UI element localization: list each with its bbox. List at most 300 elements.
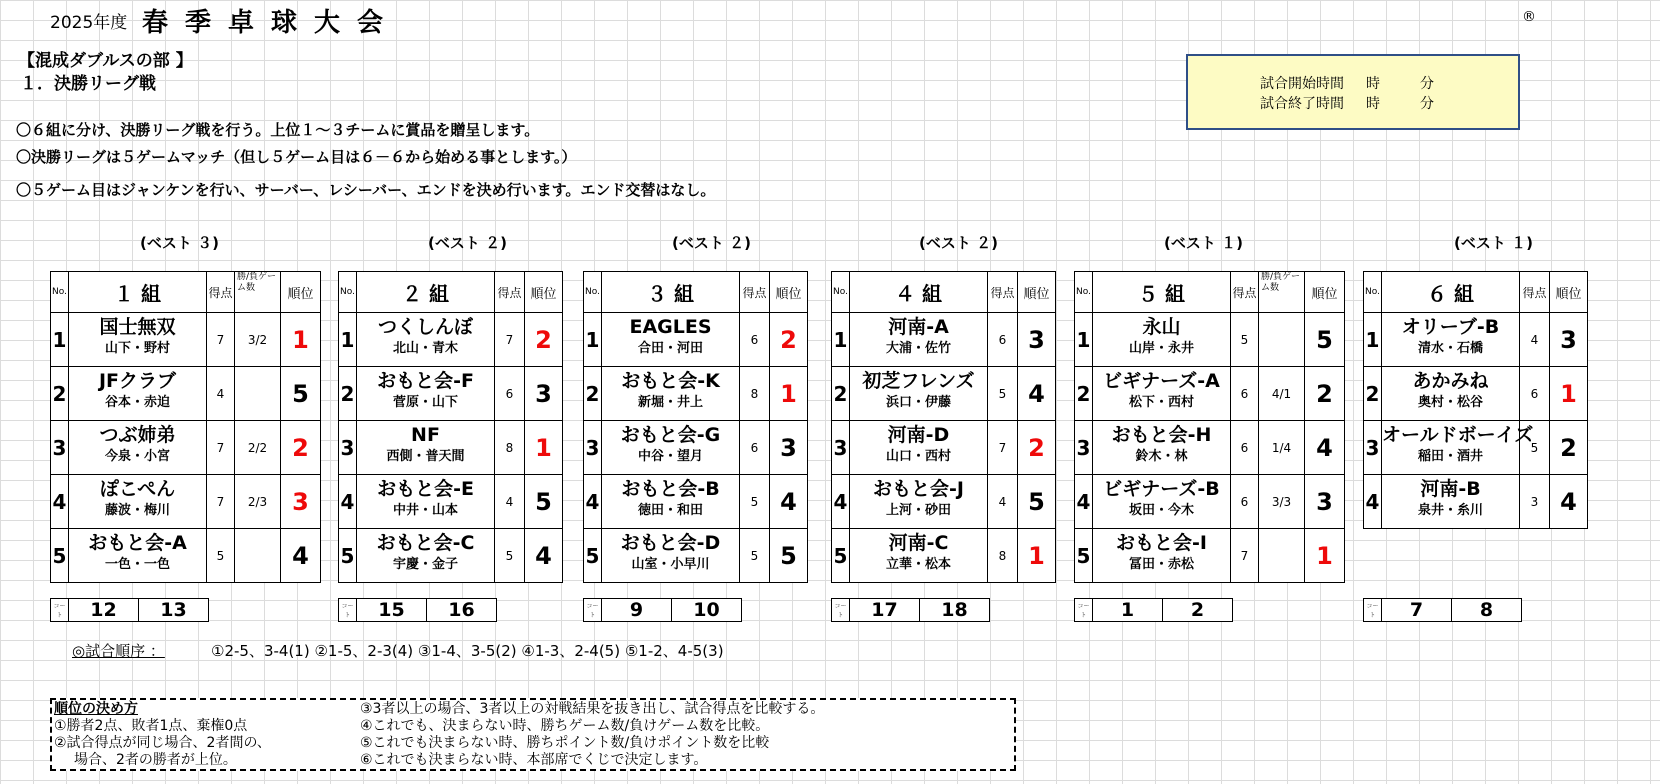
team-cell: [1093, 421, 1231, 475]
team-number: 2: [1364, 367, 1382, 421]
team-games: [235, 367, 281, 421]
team-score: 4: [495, 475, 525, 529]
team-row: [339, 529, 563, 583]
team-name: おもと会-H: [1111, 424, 1212, 446]
team-players: 松下・西村: [1128, 395, 1194, 410]
team-name: ビギナーズ-B: [1103, 478, 1220, 500]
team-score: 5: [1231, 313, 1259, 367]
rules-title: 順位の決め方: [54, 701, 138, 717]
team-rank: 3: [281, 475, 321, 529]
team-players: 中井・山本: [392, 503, 458, 518]
team-cell: [357, 313, 495, 367]
team-number: 4: [51, 475, 69, 529]
team-rank: 2: [1550, 421, 1588, 475]
court-label: コート: [584, 599, 602, 622]
team-name: あかみね: [1412, 370, 1489, 392]
team-players: 泉井・糸川: [1417, 503, 1483, 518]
rank-header: 順位: [1018, 272, 1056, 313]
court-label: コート: [51, 599, 69, 622]
team-number: 3: [339, 421, 357, 475]
team-cell: [1093, 367, 1231, 421]
start-hour-unit: 時: [1366, 76, 1380, 92]
group-header-row: [1075, 272, 1345, 313]
team-score: 5: [740, 475, 770, 529]
team-players: 宇慶・金子: [392, 557, 458, 572]
court-label: コート: [832, 599, 850, 622]
group-1-table: [50, 271, 321, 583]
court-row: [584, 599, 742, 622]
group-5-table: [1074, 271, 1345, 583]
team-name: 河南-C: [888, 532, 949, 554]
team-number: 3: [832, 421, 850, 475]
team-row: [1364, 421, 1588, 475]
start-minute-unit: 分: [1420, 76, 1434, 92]
team-rank: 3: [1550, 313, 1588, 367]
match-order-label: ◎試合順序 ：: [72, 642, 165, 660]
team-name: おもと会-G: [620, 424, 721, 446]
group-2-courts: [338, 598, 497, 622]
team-players: 一色・一色: [104, 557, 170, 572]
team-name: おもと会-D: [620, 532, 721, 554]
team-name: ビギナーズ-A: [1103, 370, 1220, 392]
team-cell: [69, 313, 207, 367]
group-header-row: [339, 272, 563, 313]
rule-right-3: ⑤これでも決まらない時、勝ちポイント数/負けポイント数を比較: [360, 735, 770, 751]
team-score: 8: [988, 529, 1018, 583]
team-score: 5: [207, 529, 235, 583]
team-players: 今泉・小宮: [104, 449, 170, 464]
court-label: コート: [339, 599, 357, 622]
team-cell: [602, 529, 740, 583]
team-cell: [1093, 475, 1231, 529]
team-number: 2: [832, 367, 850, 421]
team-name: つぶ姉弟: [99, 424, 176, 446]
team-rank: 5: [1305, 313, 1345, 367]
rank-header: 順位: [281, 272, 321, 313]
end-minute-unit: 分: [1420, 96, 1434, 112]
team-players: 冨田・赤松: [1128, 557, 1194, 572]
team-rank: 5: [770, 529, 808, 583]
note-3: 〇５ゲーム目はジャンケンを行い、サーバー、レシーバー、エンドを決め行います。エンド交替はなし。: [16, 181, 716, 199]
no-header: No.: [1075, 272, 1093, 313]
team-row: [832, 313, 1056, 367]
team-number: 1: [584, 313, 602, 367]
team-rank: 1: [525, 421, 563, 475]
group-3-best-label: (ベスト ２): [672, 234, 751, 252]
team-row: [1075, 475, 1345, 529]
team-score: 7: [207, 313, 235, 367]
no-header: No.: [832, 272, 850, 313]
team-row: [1364, 367, 1588, 421]
registered-mark: ®: [1522, 9, 1536, 25]
team-score: 6: [495, 367, 525, 421]
team-name: オールドボーイズ: [1382, 424, 1534, 446]
team-name: おもと会-K: [621, 370, 720, 392]
team-score: 4: [1520, 313, 1550, 367]
division-heading: 【混成ダブルスの部 】: [18, 51, 193, 71]
note-1: 〇６組に分け、決勝リーグ戦を行う。上位１～３チームに賞品を贈呈します。: [16, 121, 540, 139]
team-cell: [602, 313, 740, 367]
team-cell: [1382, 421, 1534, 475]
start-time-label: 試合開始時間: [1260, 76, 1344, 92]
court-number: 2: [1163, 599, 1233, 622]
team-number: 1: [832, 313, 850, 367]
court-number: 17: [850, 599, 920, 622]
team-players: 坂田・今木: [1128, 503, 1194, 518]
team-cell: [850, 529, 988, 583]
court-row: [1075, 599, 1233, 622]
rank-header: 順位: [1550, 272, 1588, 313]
court-number: 8: [1452, 599, 1522, 622]
group-5-courts: [1074, 598, 1233, 622]
court-number: 10: [672, 599, 742, 622]
team-name: 永山: [1142, 316, 1181, 338]
court-row: [51, 599, 209, 622]
final-league-heading: １．決勝リーグ戦: [20, 74, 156, 94]
team-row: [51, 367, 321, 421]
team-name: 河南-B: [1420, 478, 1481, 500]
court-number: 13: [139, 599, 209, 622]
team-row: [51, 313, 321, 367]
team-games: 3/3: [1259, 475, 1305, 529]
group-6-table: [1363, 271, 1588, 529]
team-cell: [1382, 313, 1520, 367]
games-header: 勝/負ゲーム数: [235, 272, 281, 313]
rule-right-2: ④これでも、決まらない時、勝ちゲーム数/負けゲーム数を比較。: [360, 718, 770, 734]
team-players: 山岸・永井: [1128, 341, 1194, 356]
team-players: 山室・小早川: [631, 557, 710, 572]
team-cell: [1382, 475, 1520, 529]
team-row: [339, 313, 563, 367]
team-players: 清水・石橋: [1417, 341, 1483, 356]
team-rank: 2: [1305, 367, 1345, 421]
team-row: [584, 313, 808, 367]
team-name: ぽこぺん: [99, 478, 176, 500]
team-row: [1364, 475, 1588, 529]
team-number: 2: [51, 367, 69, 421]
team-cell: [357, 475, 495, 529]
team-players: 稲田・酒井: [1417, 449, 1483, 464]
team-players: 大浦・佐竹: [885, 341, 951, 356]
rule-left-2: ②試合得点が同じ場合、2者間の、: [54, 735, 271, 751]
team-cell: [357, 421, 495, 475]
team-row: [832, 529, 1056, 583]
team-cell: [1382, 367, 1520, 421]
note-2: 〇決勝リーグは５ゲームマッチ（但し５ゲーム目は６－６から始める事とします。）: [16, 148, 577, 166]
score-header: 得点: [207, 272, 235, 313]
team-number: 5: [832, 529, 850, 583]
score-header: 得点: [1231, 272, 1259, 313]
team-cell: [69, 421, 207, 475]
team-players: 山口・西村: [885, 449, 951, 464]
team-players: 中谷・望月: [637, 449, 703, 464]
team-number: 2: [584, 367, 602, 421]
team-number: 3: [584, 421, 602, 475]
team-cell: [69, 367, 207, 421]
team-games: [235, 529, 281, 583]
court-number: 16: [427, 599, 497, 622]
team-number: 1: [51, 313, 69, 367]
team-score: 6: [1231, 475, 1259, 529]
team-rank: 4: [281, 529, 321, 583]
no-header: No.: [339, 272, 357, 313]
team-row: [1075, 313, 1345, 367]
team-players: 藤波・梅川: [104, 503, 170, 518]
court-number: 15: [357, 599, 427, 622]
team-row: [584, 421, 808, 475]
end-time-label: 試合終了時間: [1260, 96, 1344, 112]
group-name: ５ 組: [1093, 272, 1231, 313]
group-name: １ 組: [69, 272, 207, 313]
team-score: 6: [1231, 367, 1259, 421]
team-number: 1: [339, 313, 357, 367]
team-name: 河南-A: [888, 316, 949, 338]
team-row: [584, 367, 808, 421]
score-header: 得点: [988, 272, 1018, 313]
team-rank: 1: [1305, 529, 1345, 583]
court-number: 12: [69, 599, 139, 622]
team-name: 国士無双: [99, 316, 176, 338]
team-rank: 4: [1305, 421, 1345, 475]
team-players: 西側・普天間: [386, 449, 465, 464]
page-title: 春季卓球大会: [142, 8, 401, 38]
group-2-best-label: (ベスト ２): [428, 234, 507, 252]
team-cell: [850, 367, 988, 421]
team-score: 7: [1231, 529, 1259, 583]
team-cell: [602, 367, 740, 421]
team-name: 初芝フレンズ: [862, 370, 975, 392]
team-cell: [850, 313, 988, 367]
team-row: [1075, 529, 1345, 583]
team-rank: 2: [281, 421, 321, 475]
team-games: 4/1: [1259, 367, 1305, 421]
team-name: おもと会-J: [873, 478, 964, 500]
team-score: 5: [495, 529, 525, 583]
team-number: 5: [1075, 529, 1093, 583]
team-cell: [1093, 313, 1231, 367]
team-row: [339, 421, 563, 475]
team-rank: 1: [1550, 367, 1588, 421]
team-number: 5: [339, 529, 357, 583]
group-6-best-label: (ベスト １): [1454, 234, 1533, 252]
score-header: 得点: [1520, 272, 1550, 313]
group-4-best-label: (ベスト ２): [919, 234, 998, 252]
end-time-row: [1260, 93, 1434, 113]
team-rank: 2: [1018, 421, 1056, 475]
team-players: 新堀・井上: [637, 395, 703, 410]
team-score: 6: [740, 421, 770, 475]
team-number: 1: [1075, 313, 1093, 367]
court-number: 7: [1382, 599, 1452, 622]
team-rank: 4: [770, 475, 808, 529]
team-players: 奥村・松谷: [1417, 395, 1483, 410]
team-name: おもと会-C: [376, 532, 475, 554]
team-score: 7: [207, 475, 235, 529]
team-rank: 3: [525, 367, 563, 421]
team-number: 3: [1364, 421, 1382, 475]
team-number: 2: [1075, 367, 1093, 421]
games-header: 勝/負ゲーム数: [1259, 272, 1305, 313]
team-score: 8: [740, 367, 770, 421]
rule-left-3: 場合、2者の勝者が上位。: [74, 752, 237, 768]
team-name: NF: [411, 424, 440, 446]
team-score: 4: [207, 367, 235, 421]
group-name: ３ 組: [602, 272, 740, 313]
match-time-box: [1186, 54, 1520, 130]
team-name: おもと会-I: [1116, 532, 1207, 554]
score-header: 得点: [740, 272, 770, 313]
team-players: 上河・砂田: [885, 503, 951, 518]
team-score: 3: [1520, 475, 1550, 529]
team-score: 6: [988, 313, 1018, 367]
team-score: 7: [207, 421, 235, 475]
team-rank: 4: [525, 529, 563, 583]
team-rank: 3: [770, 421, 808, 475]
team-number: 5: [584, 529, 602, 583]
rank-header: 順位: [1305, 272, 1345, 313]
team-row: [51, 475, 321, 529]
team-rank: 1: [1018, 529, 1056, 583]
team-name: おもと会-B: [621, 478, 720, 500]
team-row: [1075, 367, 1345, 421]
team-number: 2: [339, 367, 357, 421]
team-rank: 1: [770, 367, 808, 421]
match-order-value: ①2-5、3-4(1) ②1-5、2-3(4) ③1-4、3-5(2) ④1-3、2-4(5) ⑤1-2、4-5(3): [211, 642, 724, 660]
team-players: 徳田・和田: [637, 503, 703, 518]
court-label: コート: [1075, 599, 1093, 622]
group-header-row: [1364, 272, 1588, 313]
team-rank: 3: [1305, 475, 1345, 529]
team-games: [1259, 313, 1305, 367]
team-row: [51, 421, 321, 475]
group-5-best-label: (ベスト １): [1164, 234, 1243, 252]
team-rank: 5: [281, 367, 321, 421]
rule-right-1: ③3者以上の場合、3者以上の対戦結果を抜き出し、試合得点を比較する。: [360, 701, 825, 717]
no-header: No.: [51, 272, 69, 313]
team-name: おもと会-E: [377, 478, 474, 500]
no-header: No.: [584, 272, 602, 313]
group-name: ２ 組: [357, 272, 495, 313]
end-hour-unit: 時: [1366, 96, 1380, 112]
team-score: 4: [988, 475, 1018, 529]
team-players: 合田・河田: [637, 341, 703, 356]
group-4-courts: [831, 598, 990, 622]
team-row: [339, 475, 563, 529]
team-players: 山下・野村: [104, 341, 170, 356]
team-players: 浜口・伊藤: [885, 395, 951, 410]
group-3-table: [583, 271, 808, 583]
team-score: 5: [740, 529, 770, 583]
team-rank: 2: [770, 313, 808, 367]
team-score: 8: [495, 421, 525, 475]
court-number: 9: [602, 599, 672, 622]
team-name: オリーブ-B: [1401, 316, 1500, 338]
team-row: [51, 529, 321, 583]
rank-header: 順位: [770, 272, 808, 313]
team-row: [1075, 421, 1345, 475]
team-rank: 2: [525, 313, 563, 367]
team-row: [584, 475, 808, 529]
team-score: 6: [740, 313, 770, 367]
team-players: 菅原・山下: [392, 395, 458, 410]
court-row: [339, 599, 497, 622]
group-1-courts: [50, 598, 209, 622]
team-number: 3: [1075, 421, 1093, 475]
year-label: 2025年度: [50, 13, 128, 33]
team-name: JFクラブ: [98, 370, 177, 392]
no-header: No.: [1364, 272, 1382, 313]
team-players: 北山・青木: [392, 341, 458, 356]
team-score: 6: [1520, 367, 1550, 421]
team-name: EAGLES: [629, 316, 712, 338]
team-cell: [357, 367, 495, 421]
group-3-courts: [583, 598, 742, 622]
team-name: 河南-D: [887, 424, 950, 446]
group-4-table: [831, 271, 1056, 583]
team-cell: [850, 475, 988, 529]
team-cell: [850, 421, 988, 475]
team-score: 7: [495, 313, 525, 367]
team-games: 2/3: [235, 475, 281, 529]
team-number: 4: [1075, 475, 1093, 529]
team-score: 5: [988, 367, 1018, 421]
team-number: 4: [339, 475, 357, 529]
team-cell: [602, 421, 740, 475]
team-cell: [357, 529, 495, 583]
team-rank: 4: [1018, 367, 1056, 421]
team-rank: 3: [1018, 313, 1056, 367]
start-time-row: [1260, 73, 1434, 93]
team-name: おもと会-F: [377, 370, 474, 392]
ranking-rules-box: [50, 698, 1016, 771]
team-games: 2/2: [235, 421, 281, 475]
team-number: 3: [51, 421, 69, 475]
group-2-table: [338, 271, 563, 583]
team-games: 3/2: [235, 313, 281, 367]
team-score: 6: [1231, 421, 1259, 475]
team-row: [832, 367, 1056, 421]
score-header: 得点: [495, 272, 525, 313]
team-number: 5: [51, 529, 69, 583]
group-name: ４ 組: [850, 272, 988, 313]
team-number: 4: [832, 475, 850, 529]
team-row: [1364, 313, 1588, 367]
team-games: 1/4: [1259, 421, 1305, 475]
team-number: 4: [1364, 475, 1382, 529]
team-score: 7: [988, 421, 1018, 475]
team-cell: [69, 529, 207, 583]
group-header-row: [832, 272, 1056, 313]
team-players: 鈴木・林: [1135, 449, 1188, 464]
team-score: 5: [1520, 421, 1550, 475]
rule-left-1: ①勝者2点、敗者1点、棄権0点: [54, 718, 248, 734]
court-row: [1364, 599, 1522, 622]
team-row: [339, 367, 563, 421]
team-players: 谷本・赤迫: [104, 395, 170, 410]
team-row: [832, 421, 1056, 475]
court-number: 18: [920, 599, 990, 622]
group-header-row: [51, 272, 321, 313]
rule-right-4: ⑥これでも決まらない時、本部席でくじで決定します。: [360, 752, 708, 768]
group-6-courts: [1363, 598, 1522, 622]
group-1-best-label: (ベスト ３): [140, 234, 219, 252]
team-games: [1259, 529, 1305, 583]
group-name: ６ 組: [1382, 272, 1520, 313]
team-name: つくしんぼ: [377, 316, 473, 338]
team-number: 4: [584, 475, 602, 529]
team-cell: [602, 475, 740, 529]
team-rank: 4: [1550, 475, 1588, 529]
